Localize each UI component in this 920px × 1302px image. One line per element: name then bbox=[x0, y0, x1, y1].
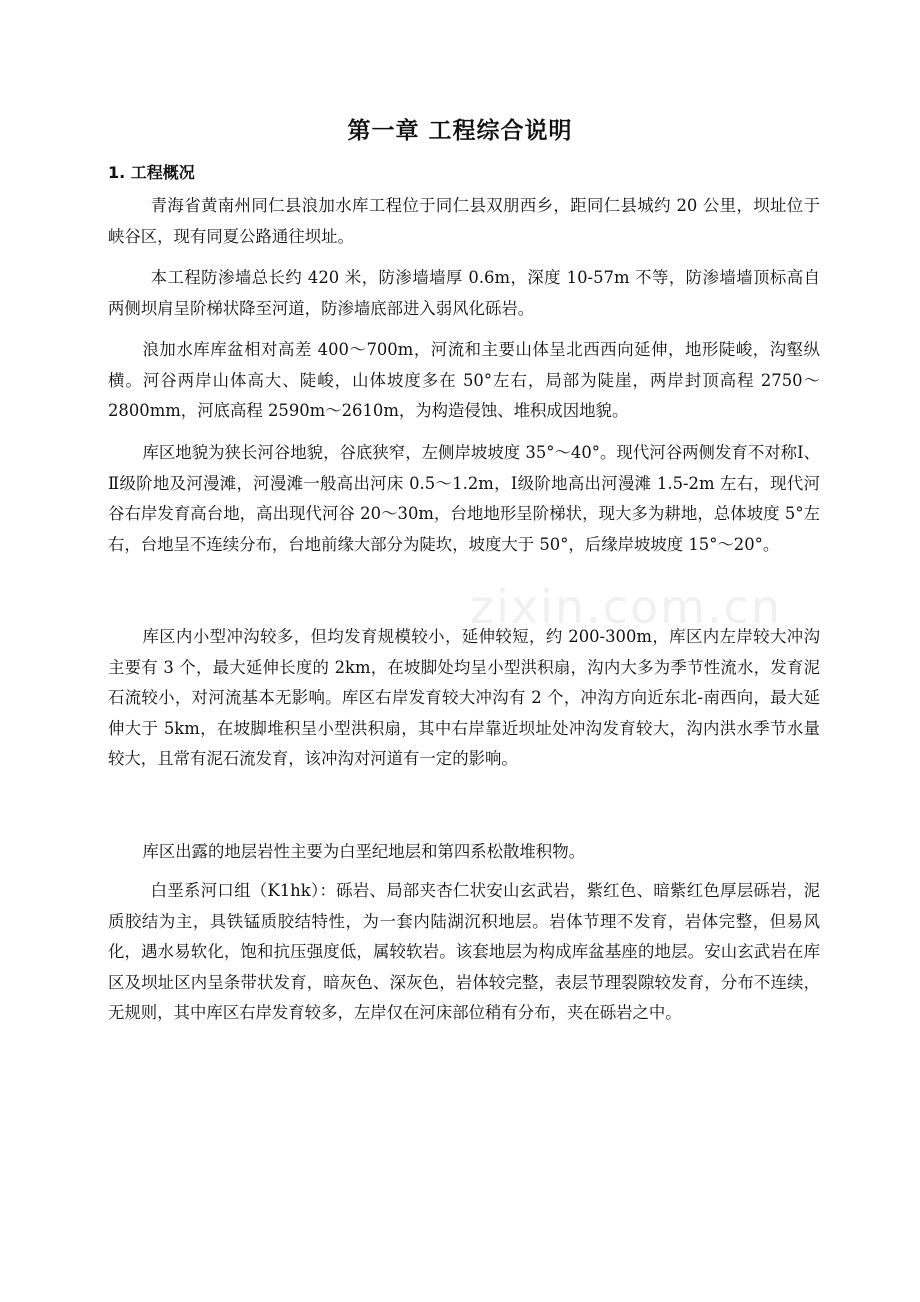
paragraph-landform: 库区地貌为狭长河谷地貌，谷底狭窄，左侧岸坡坡度 35°～40°。现代河谷两侧发育不对称Ⅰ、Ⅱ级阶地及河漫滩，河漫滩一般高出河床 0.5～1.2m，Ⅰ级阶地高出河漫滩 1.5-2m 左右，现代河谷右岸发育高台地，高出现代河谷 20～30m，台地地形呈阶梯状，现大多为耕地，总体坡度 5°左右，台地呈不连续分布，台地前缘大部分为陡坎，坡度大于 50°，后缘岸坡坡度 15°～20°。 bbox=[108, 443, 820, 554]
paragraph-reservoir-basin: 浪加水库库盆相对高差 400～700m，河流和主要山体呈北西西向延伸，地形陡峻，沟壑纵横。河谷两岸山体高大、陡峻，山体坡度多在 50°左右，局部为陡崖，两岸封顶高程 2750～2800mm，河底高程 2590m～2610m，为构造侵蚀、堆积成因地貌。 bbox=[108, 340, 820, 421]
paragraph-cutoff-wall: 本工程防渗墙总长约 420 米，防渗墙墙厚 0.6m，深度 10-57m 不等，防渗墙墙顶标高自两侧坝肩呈阶梯状降至河道，防渗墙底部进入弱风化砾岩。 bbox=[108, 268, 820, 318]
section-heading: 1. 工程概况 bbox=[108, 163, 195, 182]
paragraph-gullies: 库区内小型冲沟较多，但均发育规模较小，延伸较短，约 200-300m，库区内左岸较大冲沟主要有 3 个，最大延伸长度的 2km，在坡脚处均呈小型洪积扇，沟内大多为季节性流水，发育泥石流较小，对河流基本无影响。库区右岸发育较大冲沟有 2 个，冲沟方向近东北-南西向，最大延伸大于 5km，在坡脚堆积呈小型洪积扇，其中右岸靠近坝址处冲沟发育较大，沟内洪水季节水量较大，且常有泥石流发育，该冲沟对河道有一定的影响。 bbox=[108, 627, 820, 769]
chapter-title: 第一章 工程综合说明 bbox=[347, 118, 573, 144]
paragraph-cretaceous: 白垩系河口组（K1hk）：砾岩、局部夹杏仁状安山玄武岩，紫红色、暗紫红色厚层砾岩，泥质胶结为主，具铁锰质胶结特性，为一套内陆湖沉积地层。岩体节理不发育，岩体完整，但易风化，遇水易软化，饱和抗压强度低，属较软岩。该套地层为构成库盆基座的地层。安山玄武岩在库区及坝址区内呈条带状发育，暗灰色、深灰色，岩体较完整，表层节理裂隙较发育，分布不连续，无规则，其中库区右岸发育较多，左岸仅在河床部位稍有分布，夹在砾岩之中。 bbox=[108, 881, 820, 1023]
watermark: zixin.com.cn bbox=[470, 580, 783, 634]
paragraph-strata-summary: 库区出露的地层岩性主要为白垩纪地层和第四系松散堆积物。 bbox=[142, 842, 585, 861]
paragraph-location: 青海省黄南州同仁县浪加水库工程位于同仁县双朋西乡，距同仁县城约 20 公里，坝址位于峡谷区，现有同夏公路通往坝址。 bbox=[108, 196, 820, 246]
